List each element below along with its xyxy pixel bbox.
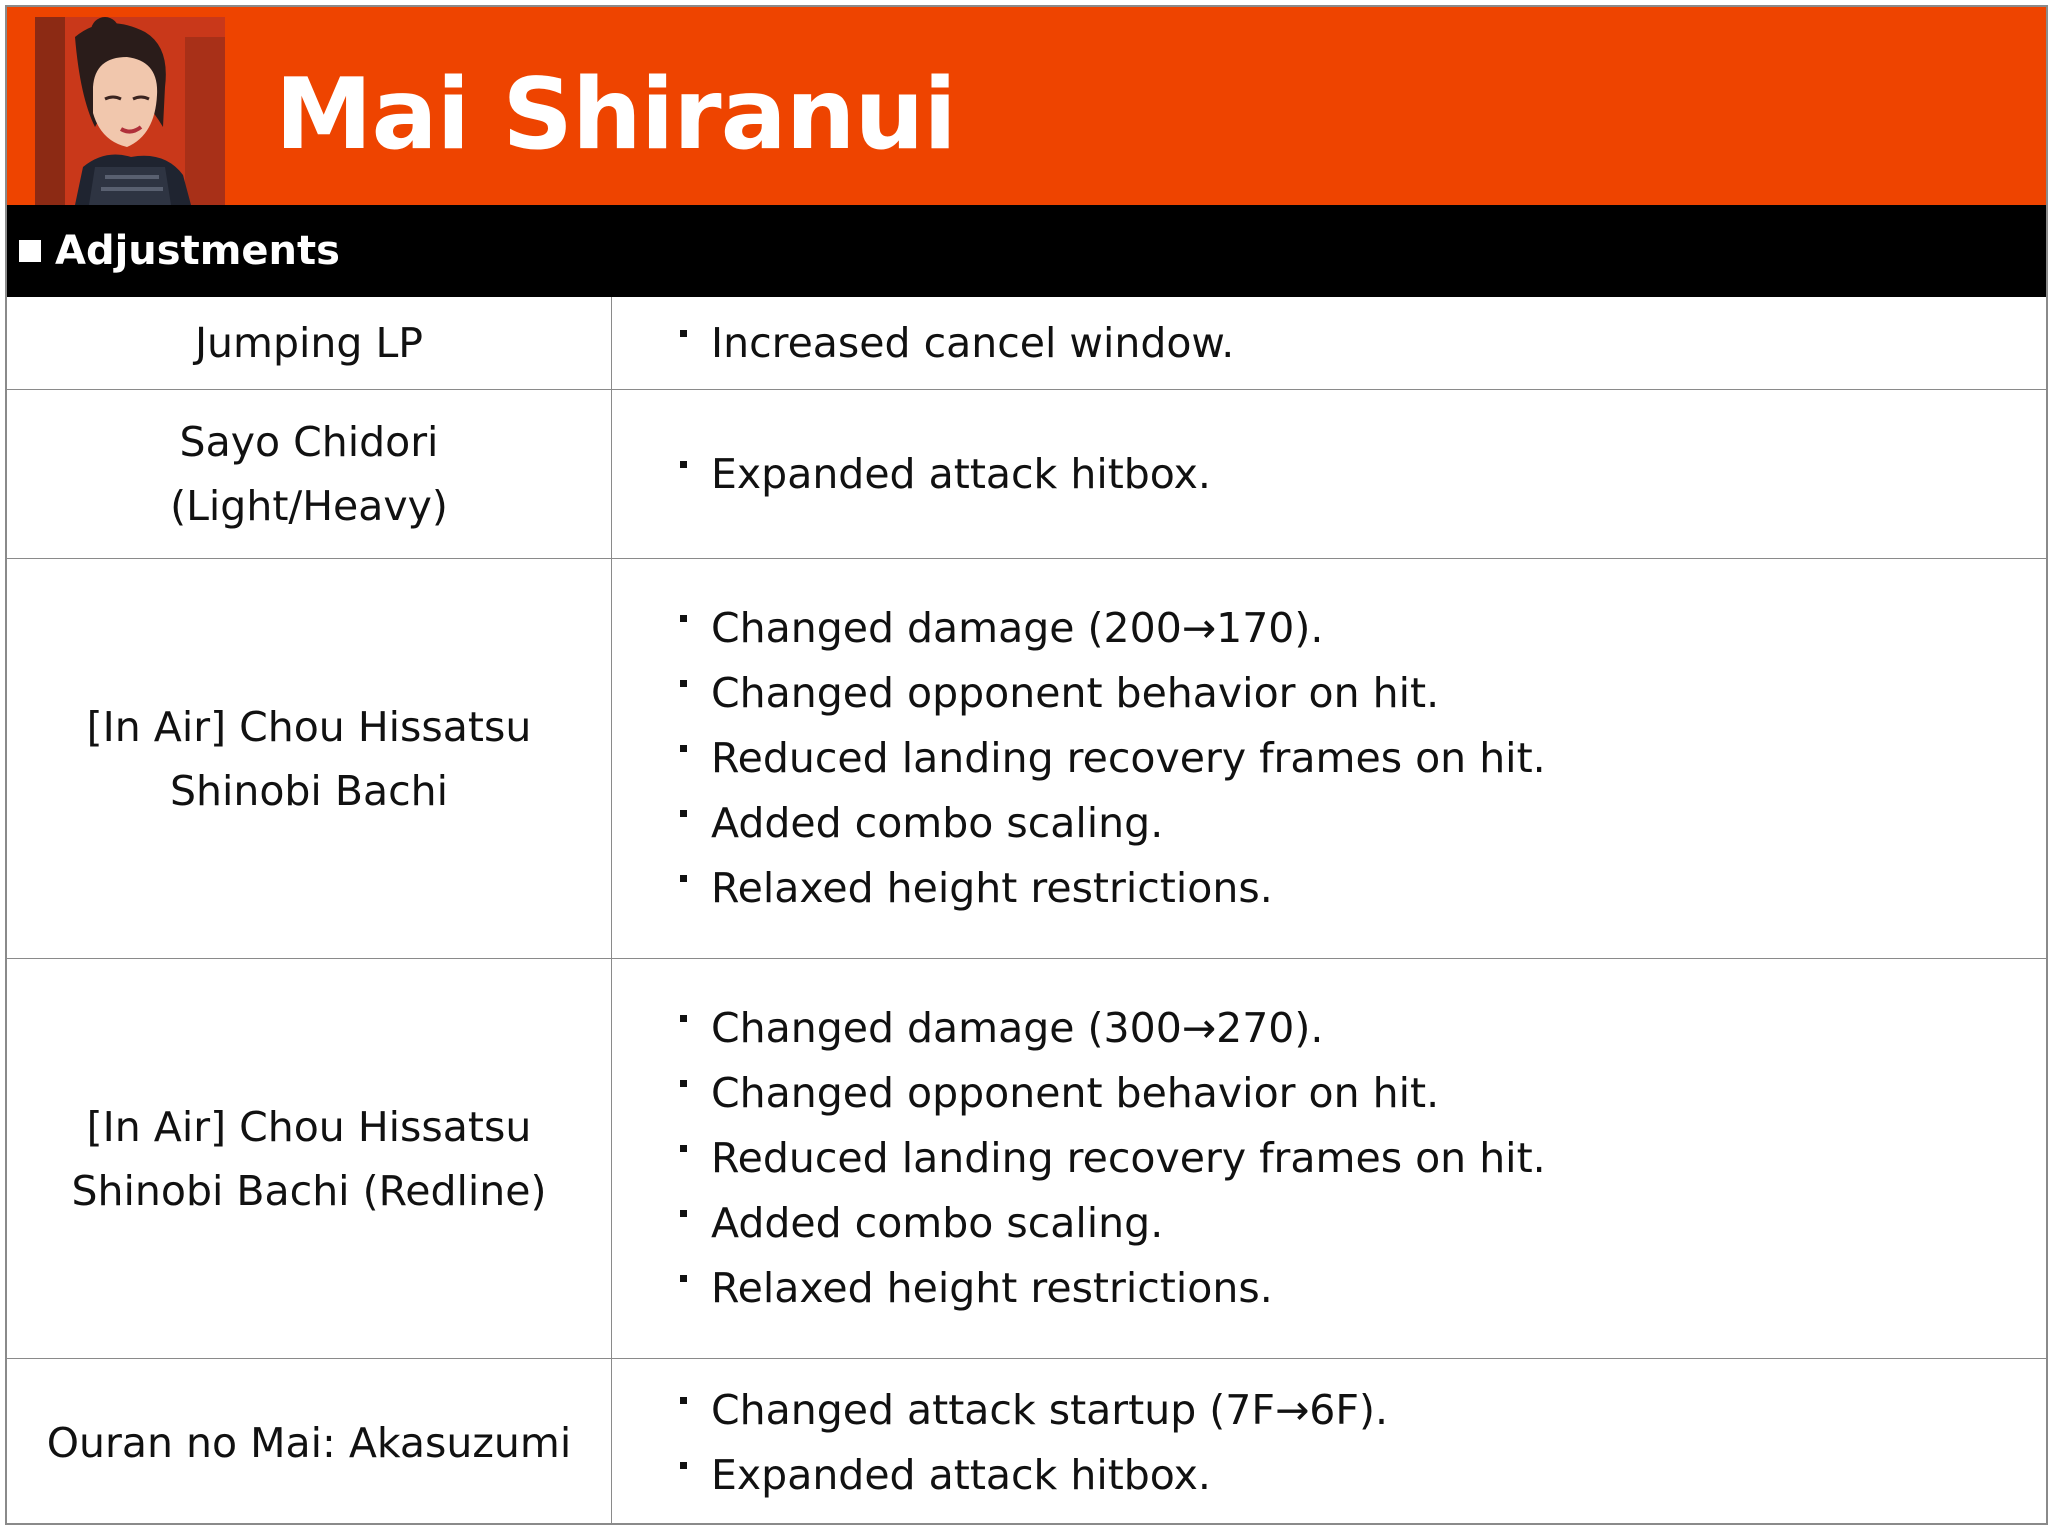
change-text: Reduced landing recovery frames on hit. xyxy=(711,734,1546,782)
move-name: Jumping LP xyxy=(194,319,424,367)
table-row xyxy=(7,1358,2046,1525)
bullet-icon xyxy=(680,745,687,752)
change-item xyxy=(680,1378,2046,1443)
change-item xyxy=(680,442,2046,507)
change-text: Added combo scaling. xyxy=(711,1199,1164,1247)
change-item xyxy=(680,791,2046,856)
change-item xyxy=(680,1443,2046,1508)
bullet-icon xyxy=(680,1210,687,1217)
move-name: [In Air] Chou Hissatsu Shinobi Bachi (Redline) xyxy=(71,1102,547,1215)
bullet-icon xyxy=(680,1080,687,1087)
change-text: Relaxed height restrictions. xyxy=(711,1264,1273,1312)
character-banner xyxy=(7,7,2046,205)
change-item xyxy=(680,311,2046,376)
change-item xyxy=(680,856,2046,921)
bullet-icon xyxy=(680,1015,687,1022)
move-name-cell xyxy=(7,959,612,1358)
move-name-cell xyxy=(7,390,612,558)
change-item xyxy=(680,661,2046,726)
change-text: Changed opponent behavior on hit. xyxy=(711,1069,1440,1117)
change-list xyxy=(612,1359,2046,1525)
bullet-icon xyxy=(680,461,687,468)
move-name-cell xyxy=(7,559,612,958)
change-item xyxy=(680,726,2046,791)
change-text: Expanded attack hitbox. xyxy=(711,1450,1211,1499)
bullet-icon xyxy=(680,1397,687,1404)
character-portrait-icon xyxy=(35,17,225,205)
change-text: Expanded attack hitbox. xyxy=(711,449,1211,498)
bullet-icon xyxy=(680,810,687,817)
change-list xyxy=(612,297,2046,389)
change-text: Changed damage (200→170). xyxy=(711,604,1324,652)
adjustments-table xyxy=(7,297,2046,1525)
table-row xyxy=(7,389,2046,558)
bullet-icon xyxy=(680,1275,687,1282)
change-item xyxy=(680,596,2046,661)
change-item xyxy=(680,1256,2046,1321)
move-name: [In Air] Chou Hissatsu Shinobi Bachi xyxy=(86,702,532,815)
change-list xyxy=(612,559,2046,958)
change-text: Added combo scaling. xyxy=(711,799,1164,847)
move-name: Ouran no Mai: Akasuzumi xyxy=(46,1418,572,1467)
change-text: Changed opponent behavior on hit. xyxy=(711,669,1440,717)
change-list xyxy=(612,390,2046,558)
change-text: Relaxed height restrictions. xyxy=(711,864,1273,912)
change-text: Changed damage (300→270). xyxy=(711,1004,1324,1052)
table-row xyxy=(7,558,2046,958)
table-row xyxy=(7,297,2046,389)
change-item xyxy=(680,1191,2046,1256)
section-title: Adjustments xyxy=(55,228,340,274)
patch-notes-sheet xyxy=(5,5,2048,1525)
change-item xyxy=(680,996,2046,1061)
bullet-icon xyxy=(680,1462,687,1469)
change-text: Increased cancel window. xyxy=(711,318,1235,367)
character-name: Mai Shiranui xyxy=(275,58,956,172)
bullet-icon xyxy=(680,615,687,622)
bullet-icon xyxy=(680,330,687,337)
change-item xyxy=(680,1061,2046,1126)
move-name-cell xyxy=(7,1359,612,1525)
change-item xyxy=(680,1126,2046,1191)
change-list xyxy=(612,959,2046,1358)
table-row xyxy=(7,958,2046,1358)
move-name: Sayo Chidori (Light/Heavy) xyxy=(170,418,448,530)
move-name-cell xyxy=(7,297,612,389)
section-header xyxy=(7,205,2046,297)
bullet-icon xyxy=(680,875,687,882)
square-bullet-icon xyxy=(19,240,41,262)
bullet-icon xyxy=(680,1145,687,1152)
change-text: Reduced landing recovery frames on hit. xyxy=(711,1134,1546,1182)
change-text: Changed attack startup (7F→6F). xyxy=(711,1385,1389,1434)
bullet-icon xyxy=(680,680,687,687)
